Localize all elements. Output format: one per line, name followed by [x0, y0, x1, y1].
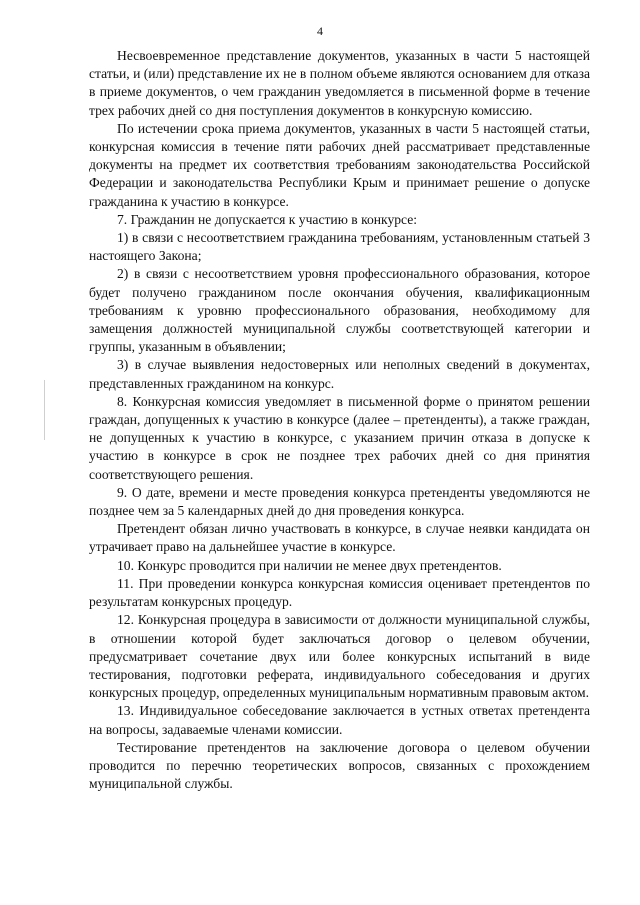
scan-margin-mark	[44, 380, 45, 440]
paragraph-testing: Тестирование претендентов на заключение договора о целевом обучении проводится по перечню теоретических вопросов, связанных с прохождением муниципальной службы.	[89, 739, 590, 792]
paragraph-item-7-1: 1) в связи с несоответствием гражданина требованиям, установленным статьей 3 настоящего Закона;	[89, 230, 590, 264]
paragraph-item-7-2: 2) в связи с несоответствием уровня профессионального образования, которое будет получено гражданином после окончания обучения, квалификационным требованиям к уровню профессионального образования, необходимому для замещения должностей муниципальной службы соответствующей категории и группы, указанным в объявлении;	[89, 266, 590, 355]
paragraph-item-11: 11. При проведении конкурса конкурсная комиссия оценивает претендентов по результатам конкурсных процедур.	[89, 575, 590, 610]
paragraph-item-7-3: 3) в случае выявления недостоверных или неполных сведений в документах, представленных гражданином на конкурс.	[89, 357, 590, 391]
document-body	[89, 47, 590, 793]
paragraph-item-13: 13. Индивидуальное собеседование заключается в устных ответах претендента на вопросы, задаваемые членами комиссии.	[89, 703, 590, 737]
paragraph-item-10: 10. Конкурс проводится при наличии не менее двух претендентов.	[117, 557, 502, 573]
paragraph-late-documents: Несвоевременное представление документов, указанных в части 5 настоящей статьи, и (или) представление их не в полном объеме являются основанием для отказа в приеме документов, о чем гражданин уведомляется в письменной форме в течение трех рабочих дней со дня поступления документов в конкурсную комиссию.	[89, 48, 590, 118]
paragraph-review-period: По истечении срока приема документов, указанных в части 5 настоящей статьи, конкурсная комиссия в течение пяти рабочих дней рассматривает представленные документы на предмет их соответствия требованиям законодательства Российской Федерации и законодательства Республики Крым и принимает решение о допуске гражданина к участию в конкурсе.	[89, 120, 590, 209]
paragraph-item-12: 12. Конкурсная процедура в зависимости от должности муниципальной службы, в отношении которой будет заключаться договор о целевом обучении, предусматривает сочетание двух или более конкурсных испытаний в виде тестирования, подготовки реферата, индивидуального собеседования и других конкурсных процедур, определенных муниципальным нормативным правовым актом.	[89, 612, 590, 701]
paragraph-candidate-attendance: Претендент обязан лично участвовать в конкурсе, в случае неявки кандидата он утрачивает право на дальнейшее участие в конкурсе.	[89, 521, 590, 555]
paragraph-item-9: 9. О дате, времени и месте проведения конкурса претенденты уведомляются не позднее чем за 5 календарных дней до дня проведения конкурса.	[89, 484, 590, 519]
paragraph-item-7: 7. Гражданин не допускается к участию в конкурсе:	[117, 211, 418, 227]
paragraph-item-8: 8. Конкурсная комиссия уведомляет в письменной форме о принятом решении граждан, допущенных к участию в конкурсе (далее – претенденты), а также граждан, не допущенных к участию в конкурсе, с указанием причин отказа в допуске к участию в конкурсе в срок не позднее трех рабочих дней со дня принятия соответствующего решения.	[89, 393, 590, 482]
page-number: 4	[317, 24, 323, 38]
